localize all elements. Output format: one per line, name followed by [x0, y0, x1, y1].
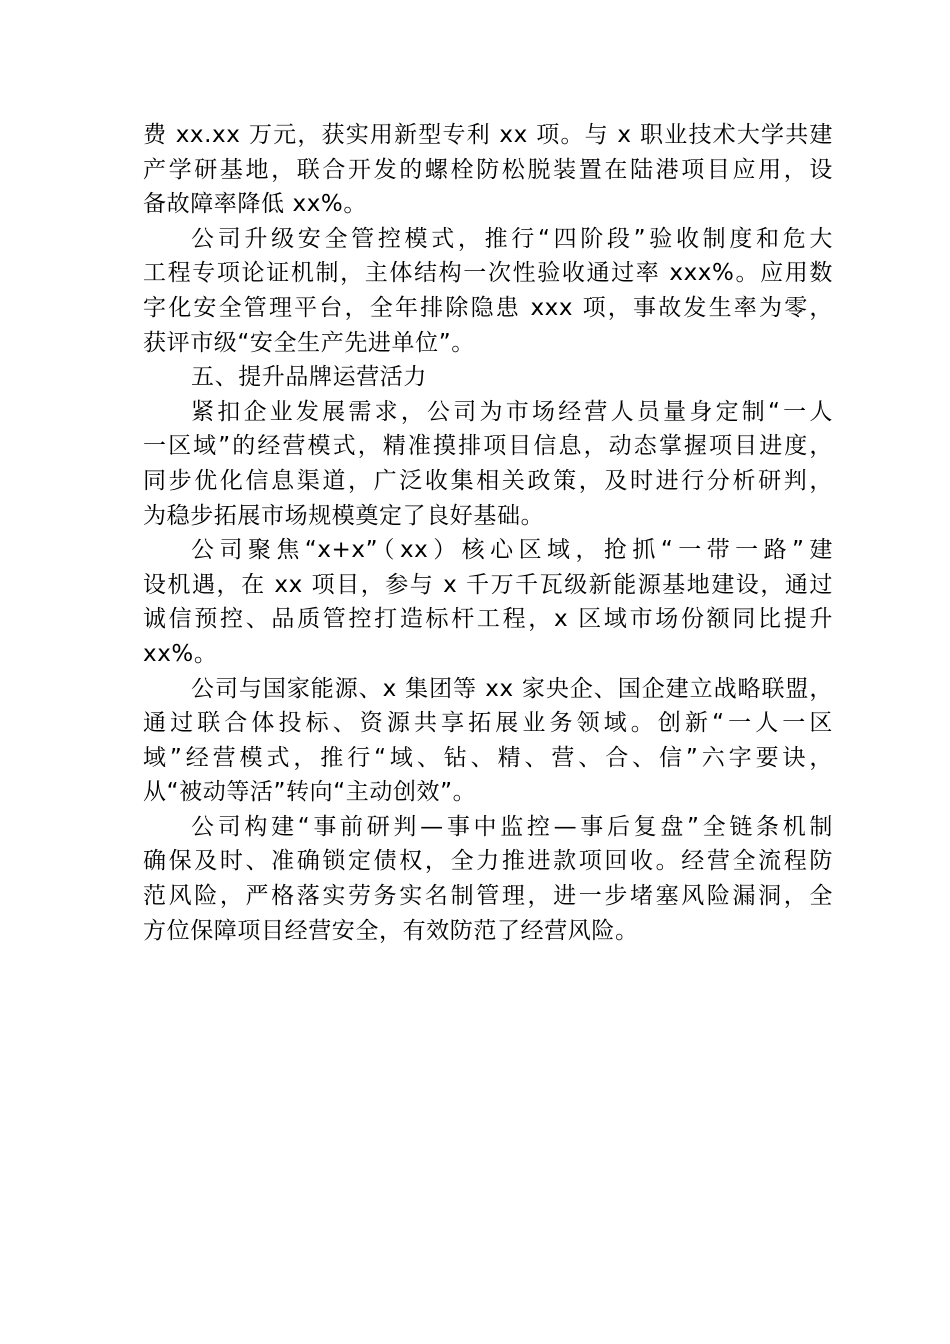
text-line: 公司与国家能源、x 集团等 xx 家央企、国企建立战略联盟，: [191, 675, 833, 702]
paragraph-market-model: [143, 395, 833, 533]
section-heading: 五、提升品牌运营活力: [191, 364, 427, 391]
text-line: 同步优化信息渠道，广泛收集相关政策，及时进行分析研判，: [143, 467, 833, 494]
text-line: 从“被动等活”转向“主动创效”。: [143, 779, 477, 806]
text-line: 字化安全管理平台，全年排除隐患 xxx 项，事故发生率为零，: [143, 294, 833, 321]
text-line: 一区域”的经营模式，精准摸排项目信息，动态掌握项目进度，: [143, 433, 833, 460]
text-line: 确保及时、准确锁定债权，全力推进款项回收。经营全流程防: [143, 848, 833, 875]
text-line: 方位保障项目经营安全，有效防范了经营风险。: [143, 917, 639, 944]
paragraph-strategic-alliance: [143, 672, 833, 810]
text-line: 工程专项论证机制，主体结构一次性验收通过率 xxx%。应用数: [143, 260, 833, 287]
text-line: 备故障率降低 xx%。: [143, 191, 367, 218]
text-line: 获评市级“安全生产先进单位”。: [143, 329, 475, 356]
document-body: [143, 118, 833, 948]
text-line: 公司构建“事前研判—事中监控—事后复盘”全链条机制: [191, 813, 833, 840]
text-line: 为稳步拓展市场规模奠定了良好基础。: [143, 502, 545, 529]
text-line: 公司聚焦“x+x”（xx）核心区域，抢抓“一带一路”建: [191, 537, 833, 564]
text-line: 公司升级安全管控模式，推行“四阶段”验收制度和危大: [191, 225, 833, 252]
text-line: 域”经营模式，推行“域、钻、精、营、合、信”六字要诀，: [143, 744, 833, 771]
text-line: 产学研基地，联合开发的螺栓防松脱装置在陆港项目应用，设: [143, 156, 833, 183]
text-line: 通过联合体投标、资源共享拓展业务领域。创新“一人一区: [143, 710, 833, 737]
text-line: xx%。: [143, 640, 218, 667]
paragraph-core-region: [143, 533, 833, 671]
paragraph-risk-control: [143, 810, 833, 948]
text-line: 设机遇，在 xx 项目，参与 x 千万千瓦级新能源基地建设，通过: [143, 571, 833, 598]
text-line: 紧扣企业发展需求，公司为市场经营人员量身定制“一人: [191, 398, 833, 425]
section-heading-brand: [143, 360, 833, 395]
text-line: 费 xx.xx 万元，获实用新型专利 xx 项。与 x 职业技术大学共建: [143, 122, 833, 148]
text-line: 诚信预控、品质管控打造标杆工程，x 区域市场份额同比提升: [143, 606, 833, 633]
text-line: 范风险，严格落实劳务实名制管理，进一步堵塞风险漏洞，全: [143, 883, 833, 910]
paragraph-rd-results: [143, 118, 833, 222]
paragraph-safety-management: [143, 222, 833, 360]
